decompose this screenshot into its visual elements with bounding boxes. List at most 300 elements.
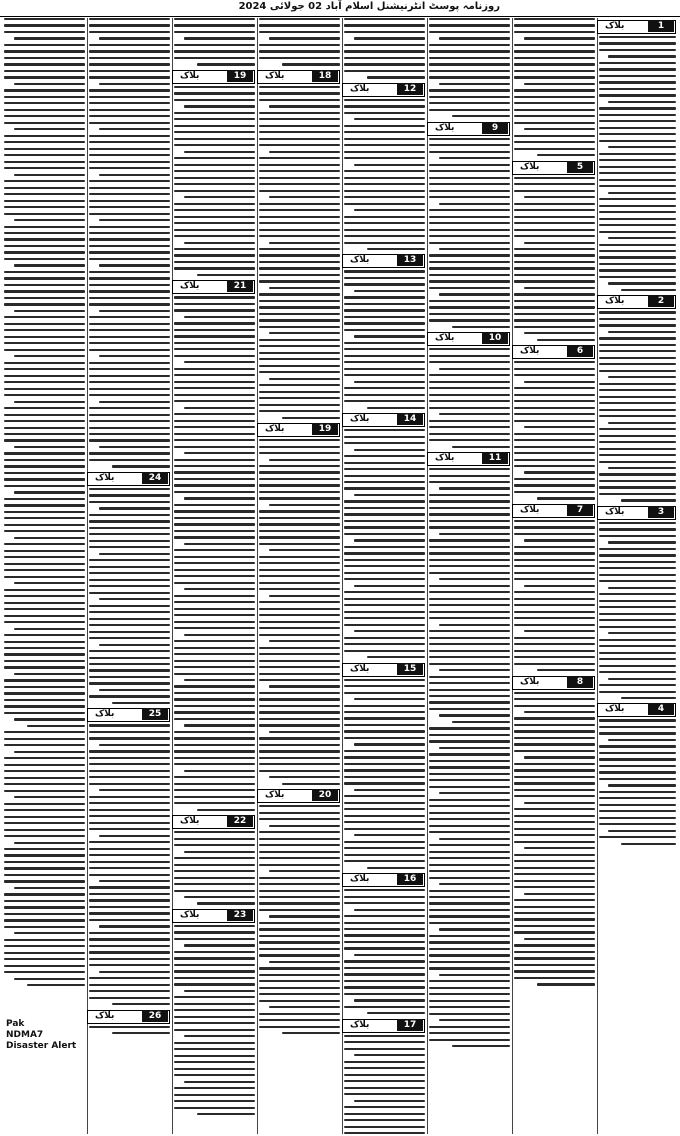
text-line: [89, 329, 170, 331]
text-line: [174, 731, 255, 733]
text-line: [514, 102, 595, 104]
text-line: [174, 1068, 255, 1070]
article-text: [429, 468, 510, 723]
text-line: [429, 948, 510, 950]
text-line: [429, 300, 510, 302]
text-line: [599, 402, 676, 404]
text-line: [89, 407, 170, 409]
text-line: [599, 726, 676, 728]
article-block: [344, 83, 425, 250]
text-line: [599, 224, 676, 226]
text-line: [599, 185, 676, 187]
text-line: [259, 698, 340, 700]
article-text: [599, 522, 676, 699]
text-line: [354, 164, 425, 166]
text-line: [599, 580, 676, 582]
text-line: [259, 446, 340, 448]
text-line: [344, 1074, 425, 1076]
text-line: [174, 530, 255, 532]
text-line: [269, 459, 340, 461]
text-line: [599, 639, 676, 641]
text-line: [599, 166, 676, 168]
text-line: [174, 614, 255, 616]
section-header: [259, 70, 340, 84]
text-line: [344, 183, 425, 185]
text-line: [259, 838, 340, 840]
text-line: [429, 630, 510, 632]
text-line: [344, 1132, 425, 1134]
text-line: [599, 684, 676, 686]
text-line: [259, 909, 340, 911]
text-line: [259, 543, 340, 545]
text-line: [4, 913, 85, 915]
text-line: [599, 732, 676, 734]
text-line: [344, 151, 425, 153]
article-text: [429, 727, 510, 1047]
text-line: [429, 753, 510, 755]
text-line: [429, 274, 510, 276]
text-line: [184, 242, 255, 244]
text-line: [344, 841, 425, 843]
text-line: [259, 890, 340, 892]
text-line: [514, 387, 595, 389]
text-line: [89, 89, 170, 91]
text-line: [89, 533, 170, 535]
text-line: [4, 556, 85, 558]
text-line: [174, 925, 255, 927]
text-line: [524, 83, 595, 85]
text-line: [344, 24, 425, 26]
text-line: [344, 112, 425, 114]
text-line: [344, 216, 425, 218]
text-line: [259, 144, 340, 146]
text-line: [621, 697, 676, 699]
text-line: [608, 678, 676, 680]
text-line: [514, 235, 595, 237]
text-line: [269, 595, 340, 597]
text-line: [4, 530, 85, 532]
text-line: [174, 50, 255, 52]
text-line: [174, 144, 255, 146]
text-line: [429, 520, 510, 522]
text-line: [89, 63, 170, 65]
text-line: [259, 679, 340, 681]
text-line: [4, 621, 85, 623]
text-line: [174, 170, 255, 172]
section-header: [174, 70, 255, 84]
text-line: [429, 306, 510, 308]
text-line: [174, 1022, 255, 1024]
section-label: بلاک: [265, 70, 285, 81]
text-line: [514, 782, 595, 784]
article-block: [259, 423, 340, 785]
section-number: 3: [648, 506, 674, 518]
text-line: [429, 400, 510, 402]
text-line: [89, 724, 170, 726]
text-line: [282, 783, 340, 785]
text-line: [4, 952, 85, 954]
text-line: [429, 708, 510, 710]
section-header: [514, 504, 595, 518]
text-line: [174, 261, 255, 263]
text-line: [174, 608, 255, 610]
text-line: [344, 604, 425, 606]
text-line: [259, 371, 340, 373]
text-line: [439, 624, 510, 626]
text-line: [174, 446, 255, 448]
article-block: [514, 18, 595, 156]
text-line: [4, 50, 85, 52]
section-header: [599, 703, 676, 717]
text-line: [174, 203, 255, 205]
text-line: [174, 387, 255, 389]
text-line: [599, 263, 676, 265]
text-line: [174, 831, 255, 833]
text-line: [259, 588, 340, 590]
text-line: [269, 287, 340, 289]
section-header: [514, 676, 595, 690]
text-line: [89, 459, 170, 461]
text-line: [259, 627, 340, 629]
text-line: [354, 954, 425, 956]
text-line: [514, 465, 595, 467]
text-line: [524, 756, 595, 758]
section-label: بلاک: [350, 414, 370, 425]
alert-line-1: Pak: [6, 1019, 25, 1029]
text-line: [429, 896, 510, 898]
text-line: [174, 536, 255, 538]
text-line: [514, 565, 595, 567]
text-line: [259, 274, 340, 276]
text-line: [259, 339, 340, 341]
text-line: [429, 682, 510, 684]
article-text: [429, 138, 510, 328]
text-line: [344, 99, 425, 101]
text-line: [429, 851, 510, 853]
text-line: [174, 673, 255, 675]
text-line: [174, 1042, 255, 1044]
text-line: [429, 216, 510, 218]
text-line: [514, 578, 595, 580]
text-line: [429, 526, 510, 528]
text-line: [514, 650, 595, 652]
text-line: [514, 89, 595, 91]
text-line: [599, 250, 676, 252]
text-line: [429, 18, 510, 20]
text-line: [599, 337, 676, 339]
section-number: 7: [567, 504, 593, 516]
text-line: [344, 650, 425, 652]
text-line: [514, 63, 595, 65]
text-line: [367, 1012, 425, 1014]
text-line: [524, 287, 595, 289]
section-number: 11: [482, 452, 508, 464]
text-line: [344, 475, 425, 477]
text-line: [99, 174, 170, 176]
text-line: [89, 297, 170, 299]
text-line: [27, 725, 85, 727]
text-line: [429, 348, 510, 350]
text-line: [429, 663, 510, 665]
text-line: [599, 350, 676, 352]
text-line: [429, 102, 510, 104]
text-line: [174, 796, 255, 798]
text-line: [344, 500, 425, 502]
text-line: [354, 698, 425, 700]
text-line: [4, 608, 85, 610]
text-line: [174, 342, 255, 344]
text-line: [4, 744, 85, 746]
text-line: [344, 565, 425, 567]
text-line: [259, 248, 340, 250]
text-line: [89, 251, 170, 253]
text-line: [269, 870, 340, 872]
text-line: [429, 676, 510, 678]
text-line: [89, 997, 170, 999]
text-line: [429, 857, 510, 859]
text-line: [4, 213, 85, 215]
text-line: [514, 643, 595, 645]
column-4: [342, 18, 427, 1134]
text-line: [344, 986, 425, 988]
text-line: [514, 190, 595, 192]
text-line: [344, 50, 425, 52]
text-line: [174, 335, 255, 337]
text-line: [429, 637, 510, 639]
text-line: [174, 711, 255, 713]
text-line: [99, 880, 170, 882]
text-line: [174, 757, 255, 759]
text-line: [174, 394, 255, 396]
text-line: [259, 484, 340, 486]
text-line: [514, 604, 595, 606]
text-line: [514, 439, 595, 441]
text-line: [184, 196, 255, 198]
text-line: [599, 172, 676, 174]
text-line: [4, 290, 85, 292]
text-line: [514, 663, 595, 665]
text-line: [514, 313, 595, 315]
section-label: بلاک: [520, 504, 540, 515]
text-line: [89, 579, 170, 581]
text-line: [259, 261, 340, 263]
text-line: [89, 141, 170, 143]
text-line: [112, 1003, 170, 1005]
article-block: [259, 70, 340, 419]
text-line: [514, 183, 595, 185]
article-text: [599, 311, 676, 501]
text-line: [197, 63, 255, 65]
text-line: [344, 1035, 425, 1037]
text-line: [174, 931, 255, 933]
text-line: [4, 770, 85, 772]
text-line: [524, 332, 595, 334]
text-line: [514, 828, 595, 830]
article-block: [599, 506, 676, 699]
text-line: [259, 851, 340, 853]
article-text: [344, 18, 425, 79]
text-line: [259, 718, 340, 720]
text-line: [514, 750, 595, 752]
text-line: [184, 407, 255, 409]
text-line: [174, 1061, 255, 1063]
text-line: [89, 618, 170, 620]
text-line: [344, 277, 425, 279]
text-line: [344, 815, 425, 817]
text-line: [99, 355, 170, 357]
text-line: [259, 980, 340, 982]
text-line: [608, 331, 676, 333]
text-line: [4, 316, 85, 318]
column-2: [512, 18, 597, 1134]
text-line: [89, 663, 170, 665]
text-line: [599, 318, 676, 320]
text-line: [259, 50, 340, 52]
text-line: [184, 452, 255, 454]
text-line: [259, 724, 340, 726]
text-line: [344, 750, 425, 752]
text-line: [269, 242, 340, 244]
text-line: [184, 361, 255, 363]
text-line: [429, 374, 510, 376]
section-label: بلاک: [180, 70, 200, 81]
text-line: [112, 1032, 170, 1034]
text-line: [89, 546, 170, 548]
text-line: [439, 714, 510, 716]
text-line: [514, 964, 595, 966]
text-line: [269, 731, 340, 733]
text-line: [89, 886, 170, 888]
text-line: [14, 37, 85, 39]
text-line: [89, 657, 170, 659]
text-line: [344, 31, 425, 33]
text-line: [269, 549, 340, 551]
text-line: [429, 773, 510, 775]
text-line: [259, 948, 340, 950]
text-line: [344, 795, 425, 797]
text-line: [344, 44, 425, 46]
text-line: [174, 125, 255, 127]
text-line: [599, 218, 676, 220]
section-number: 22: [227, 815, 253, 827]
text-line: [174, 1048, 255, 1050]
text-line: [89, 381, 170, 383]
text-line: [429, 902, 510, 904]
section-number: 5: [567, 161, 593, 173]
section-label: بلاک: [520, 346, 540, 357]
text-line: [89, 899, 170, 901]
text-line: [89, 452, 170, 454]
text-line: [429, 109, 510, 111]
text-line: [174, 870, 255, 872]
text-line: [344, 578, 425, 580]
text-line: [174, 549, 255, 551]
text-line: [344, 196, 425, 198]
section-label: بلاک: [350, 83, 370, 94]
text-line: [259, 1013, 340, 1015]
text-line: [514, 394, 595, 396]
text-line: [174, 864, 255, 866]
text-line: [429, 987, 510, 989]
text-line: [259, 556, 340, 558]
text-line: [514, 24, 595, 26]
text-line: [259, 967, 340, 969]
text-line: [599, 435, 676, 437]
article-block: [429, 727, 510, 1047]
text-line: [524, 539, 595, 541]
text-line: [514, 96, 595, 98]
text-line: [344, 737, 425, 739]
section-header: [259, 789, 340, 803]
text-line: [89, 848, 170, 850]
text-line: [429, 387, 510, 389]
text-line: [89, 232, 170, 234]
text-line: [174, 1087, 255, 1089]
text-line: [429, 572, 510, 574]
text-line: [429, 89, 510, 91]
text-line: [514, 261, 595, 263]
article-block: [599, 703, 676, 844]
text-line: [429, 190, 510, 192]
text-line: [439, 533, 510, 535]
text-line: [89, 70, 170, 72]
text-line: [174, 44, 255, 46]
text-line: [514, 821, 595, 823]
text-line: [514, 115, 595, 117]
text-line: [259, 183, 340, 185]
text-line: [4, 18, 85, 20]
text-line: [184, 634, 255, 636]
text-line: [174, 254, 255, 256]
text-line: [344, 455, 425, 457]
section-header: [514, 161, 595, 175]
text-line: [259, 471, 340, 473]
text-line: [174, 235, 255, 237]
text-line: [344, 63, 425, 65]
text-line: [514, 326, 595, 328]
text-line: [4, 705, 85, 707]
text-line: [344, 242, 425, 244]
text-line: [4, 511, 85, 513]
text-line: [599, 554, 676, 556]
text-line: [174, 601, 255, 603]
text-line: [174, 459, 255, 461]
text-line: [429, 539, 510, 541]
text-line: [599, 574, 676, 576]
text-line: [4, 31, 85, 33]
article-text: [514, 18, 595, 156]
text-line: [344, 973, 425, 975]
text-line: [344, 896, 425, 898]
text-line: [514, 57, 595, 59]
text-line: [514, 559, 595, 561]
text-line: [184, 851, 255, 853]
text-line: [608, 282, 676, 284]
article-block: [514, 676, 595, 986]
text-line: [599, 120, 676, 122]
text-line: [89, 362, 170, 364]
text-line: [514, 484, 595, 486]
text-line: [344, 329, 425, 331]
text-line: [354, 381, 425, 383]
text-line: [4, 472, 85, 474]
text-line: [4, 783, 85, 785]
text-line: [14, 401, 85, 403]
section-number: 1: [648, 20, 674, 32]
text-line: [259, 857, 340, 859]
text-line: [4, 543, 85, 545]
text-line: [429, 313, 510, 315]
